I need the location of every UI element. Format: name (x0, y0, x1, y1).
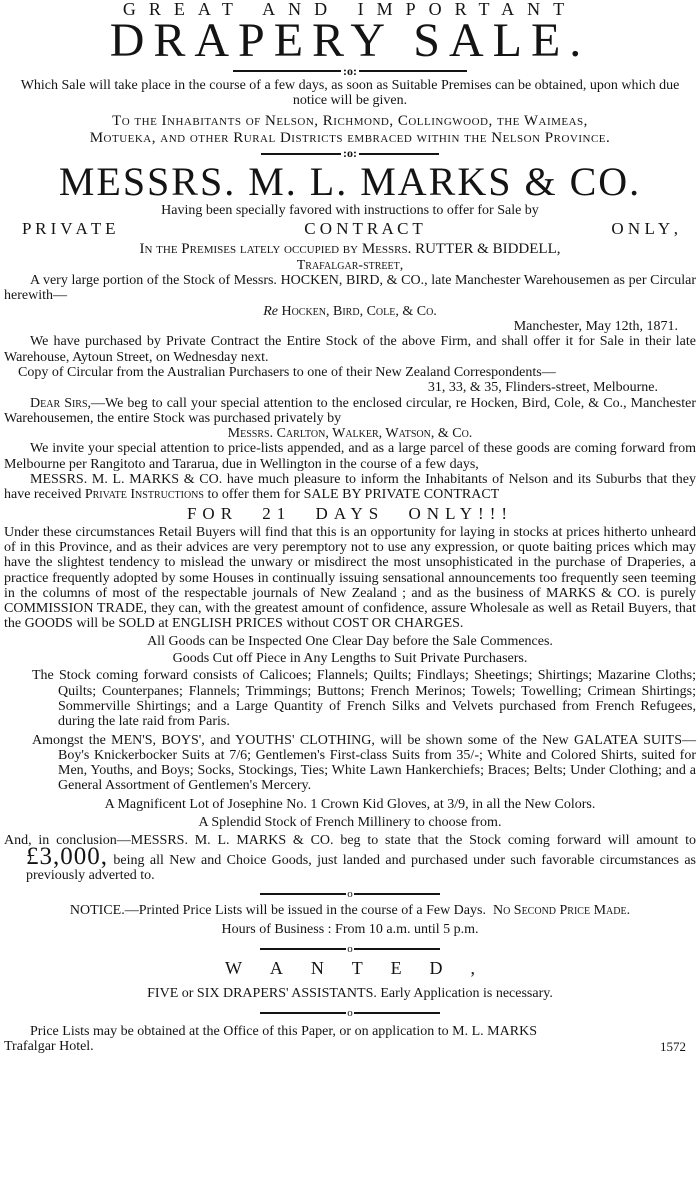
copy-circular-text: Copy of Circular from the Australian Purchasers to one of their New Zealand Correspondents— (18, 364, 556, 380)
stock-coming-text: The Stock coming forward consists of Calicoes; Flannels; Quilts; Findlays; Sheetings; Shirtings; Mazarine Cloths; Quilts; Counterpanes; Flannels; Trimmings; Buttons; French Merinos; Towels; Towelling; Crimean Shirtings; Sommerville Shirtings; and a Large Quantity of French Silks and Velvets purchased from French Refugees, during the late raid from Paris. (32, 668, 696, 730)
notice-line: NOTICE.—Printed Price Lists will be issued in the course of a Few Days. No Second Price Made. (69, 903, 631, 919)
only-word: O N L Y , (611, 218, 678, 238)
firm-name-heading: MESSRS. M. L. MARKS & CO. (58, 158, 642, 204)
drapery-sale-heading: DRAPERY SALE. (109, 14, 591, 67)
melbourne-address: 31, 33, & 35, Flinders-street, Melbourne. (427, 380, 658, 396)
pleasure-text: MESSRS. M. L. MARKS & CO. have much pleasure to inform the Inhabitants of Nelson and its Suburbs that they have received Private Instructions to offer them for SALE BY PRIVATE CONTRACT (4, 472, 696, 503)
which-sale-text: Which Sale will take place in the course of a few days, as soon as Suitable Premises can be obtained, upon which due notice will be given. (20, 78, 680, 109)
wanted-heading: W A N T E D , (225, 957, 475, 978)
rule-divider: :o: (4, 147, 696, 161)
ornament-divider: o (4, 942, 696, 956)
conclusion-text: And, in conclusion—MESSRS. M. L. MARKS & CO. beg to state that the Stock coming forward will amount to £3,000, being all New and Choice Goods, just landed and purchased under such favorable circumstances as previously adverted to. (4, 833, 697, 883)
private-word: P R I V A T E (22, 218, 116, 238)
ornament-divider: o (4, 1006, 696, 1020)
dear-sirs-text: Dear Sirs,—We beg to call your special attention to the enclosed circular, re Hocken, Bird, Cole, & Co., Manchester Warehousemen, the entire Stock was purchased privately by (4, 395, 696, 426)
inhabitants-line-2: Motueka, and other Rural Districts embraced within the Nelson Province. (89, 129, 611, 146)
contract-word: C O N T R A C T (304, 218, 423, 238)
ad-number: 1572 (660, 1039, 686, 1055)
place-date: Manchester, May 12th, 1871. (513, 319, 678, 335)
great-and-important-heading: GREAT AND IMPORTANT (122, 0, 578, 19)
private-contract-only (4, 218, 696, 240)
purchased-text: We have purchased by Private Contract the Entire Stock of the above Firm, and shall offer it for Sale in their late Warehouse, Aytoun Street, on Wednesday next. (4, 334, 696, 365)
footer-line (4, 1039, 696, 1054)
clothing-text: Amongst the MEN'S, BOYS', and YOUTHS' CLOTHING, will be shown some of the New GALATEA SUITS—Boy's Knickerbocker Suits at 7/6; Gentlemen's First-class Suits from 35/-; White and Colored Shirts, suited for Men, Youths, and Boys; Socks, Stockings, Ties; White Lawn Hankerchiefs; Braces; Belts; Under Clothing; and a General Assortment of Gentlemen's Mercery. (32, 732, 696, 794)
circumstances-text: Under these circumstances Retail Buyers will find that this is an opportunity for laying in stocks at prices hitherto unheard of in this Province, and as their advices are very peremptory not to use any expression, or quote baiting prices which may have the slightest tendency to mislead the unwary or misdirect the most unsophisticated in the purchase of Draperies, a practice frequently adopted by some Houses in continually issuing sensational announcements too frequently seen teeming in the columns of most of the respectable journals of New Zealand ; and as the business of MARKS & CO. is purely COMMISSION TRADE, they can, with the greatest amount of confidence, assure Wholesale as well as Retail Buyers, that the GOODS will be SOLD at ENGLISH PRICES without COST OR CHARGES. (4, 524, 696, 632)
gloves-text: A Magnificent Lot of Josephine No. 1 Crown Kid Gloves, at 3/9, in all the New Colors. (104, 796, 596, 812)
hotel-text: Trafalgar Hotel. (4, 1039, 94, 1055)
goods-cut-text: Goods Cut off Piece in Any Lengths to Suit Private Purchasers. (172, 651, 528, 667)
premises-line: In the Premises lately occupied by Messrs. RUTTER & BIDDELL, (139, 240, 561, 257)
street-line: Trafalgar-street, (296, 257, 404, 273)
price-lists-text: Price Lists may be obtained at the Office of this Paper, or on application to M. L. MARKS (30, 1024, 537, 1040)
wanted-text: FIVE or SIX DRAPERS' ASSISTANTS. Early Application is necessary. (147, 985, 553, 1001)
ornament-divider: o (4, 887, 696, 901)
for-21-days-heading: FOR 21 DAYS ONLY!!! (186, 503, 514, 523)
hours-line: Hours of Business : From 10 a.m. until 5 p.m. (221, 922, 479, 938)
millinery-text: A Splendid Stock of French Millinery to choose from. (198, 814, 502, 830)
re-line: Re Hocken, Bird, Cole, & Co. (263, 303, 437, 319)
rule-divider: :o: (4, 64, 696, 78)
purchasers-line: Messrs. Carlton, Walker, Watson, & Co. (227, 426, 473, 442)
inhabitants-line-1: To the Inhabitants of Nelson, Richmond, Collingwood, the Waimeas, (112, 112, 588, 129)
large-portion-text: A very large portion of the Stock of Messrs. HOCKEN, BIRD, & CO., late Manchester Warehousemen as per Circular herewith— (4, 273, 696, 304)
invite-text: We invite your special attention to price-lists appended, and as a large parcel of these goods are coming forward from Melbourne per Rangitoto and Tararua, due in Wellington in the course of a few days, (4, 441, 696, 472)
inspected-text: All Goods can be Inspected One Clear Day before the Sale Commences. (147, 633, 553, 649)
amount-figure: £3,000, (26, 842, 108, 870)
instructions-text: Having been specially favored with instructions to offer for Sale by (161, 202, 539, 218)
